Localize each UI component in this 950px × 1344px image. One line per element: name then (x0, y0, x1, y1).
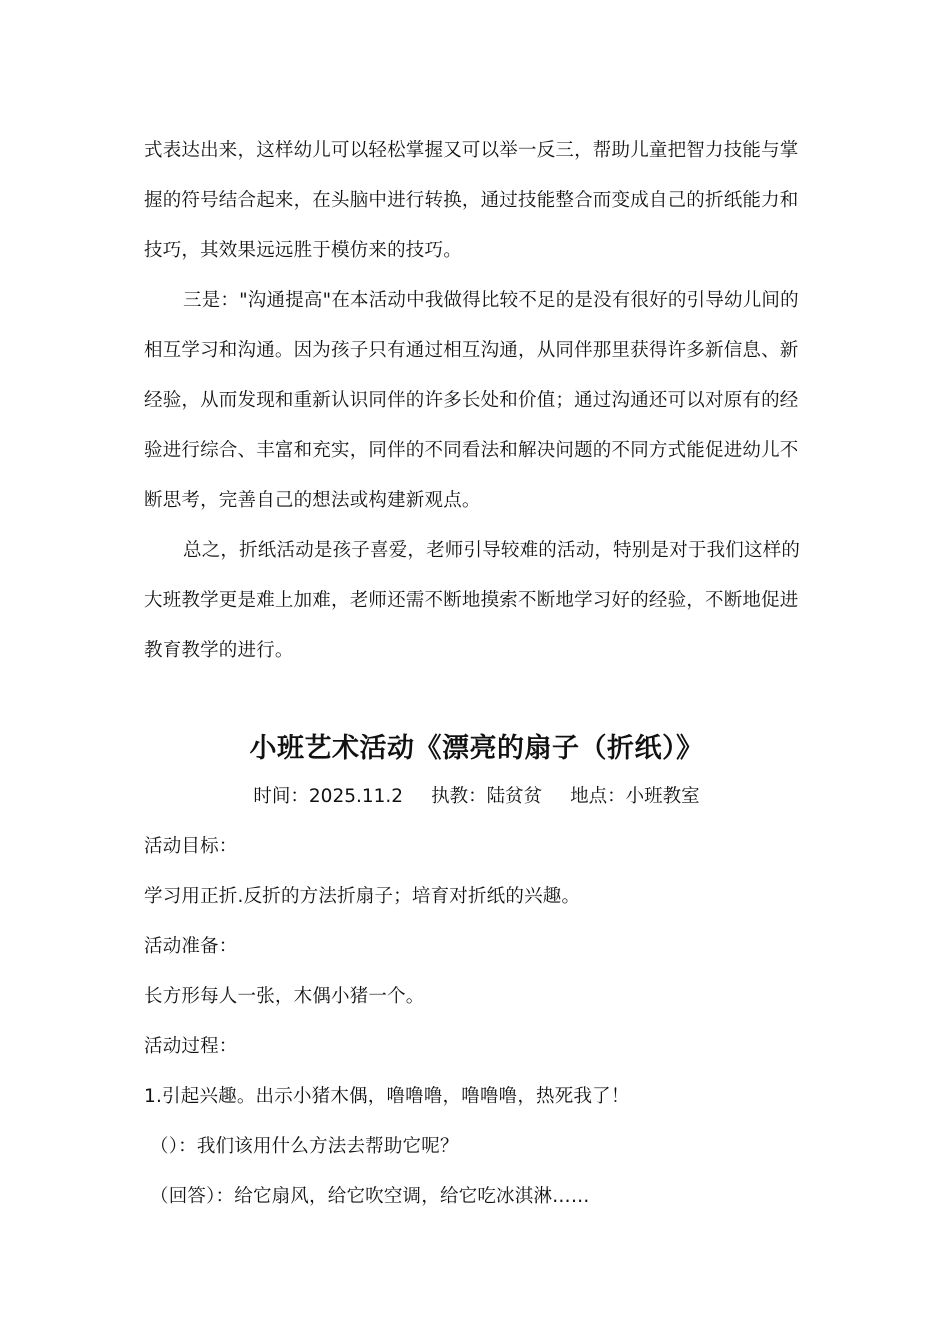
reflection-paragraph-2: 三是："沟通提高"在本活动中我做得比较不足的是没有很好的引导幼儿间的相互学习和沟通。因为孩子只有通过相互沟通，从同伴那里获得许多新信息、新经验，从而发现和重新认识同伴的许多长处和价值；通过沟通还可以对原有的经验进行综合、丰富和充实，同伴的不同看法和解决问题的不同方式能促进幼儿不断思考，完善自己的想法或构建新观点。 (144, 290, 799, 511)
reflection-paragraph-1: 式表达出来，这样幼儿可以轻松掌握又可以举一反三，帮助儿童把智力技能与掌握的符号结合起来，在头脑中进行转换，通过技能整合而变成自己的折纸能力和技巧，其效果远远胜于模仿来的技巧。 (144, 140, 799, 261)
dialog-question: （）：我们该用什么方法去帮助它呢？ (150, 1136, 459, 1157)
goals-text: 学习用正折.反折的方法折扇子；培育对折纸的兴趣。 (144, 886, 581, 907)
lesson-place: 地点：小班教室 (570, 786, 700, 807)
lesson-body (144, 822, 824, 1222)
dialog-answer: （回答）：给它扇风，给它吹空调，给它吃冰淇淋…… (150, 1186, 590, 1207)
reflection-paragraph-3: 总之，折纸活动是孩子喜爱，老师引导较难的活动，特别是对于我们这样的大班教学更是难上加难，老师还需不断地摸索不断地学习好的经验，不断地促进教育教学的进行。 (144, 540, 801, 661)
preparation-text: 长方形每人一张，木偶小猪一个。 (144, 986, 425, 1007)
section-heading-goals: 活动目标： (144, 836, 238, 857)
section-heading-preparation: 活动准备： (144, 936, 238, 957)
lesson-header (144, 722, 809, 818)
lesson-title: 小班艺术活动《漂亮的扇子（折纸）》 (249, 733, 704, 764)
lesson-time: 时间：2025.11.2 (253, 786, 404, 807)
lesson-meta (144, 776, 809, 818)
lesson-teacher: 执教：陆贫贫 (431, 786, 543, 807)
process-step-1: 1.引起兴趣。出示小猪木偶，噜噜噜，噜噜噜，热死我了！ (144, 1086, 630, 1107)
reflection-section (144, 126, 809, 676)
section-heading-process: 活动过程： (144, 1036, 238, 1057)
